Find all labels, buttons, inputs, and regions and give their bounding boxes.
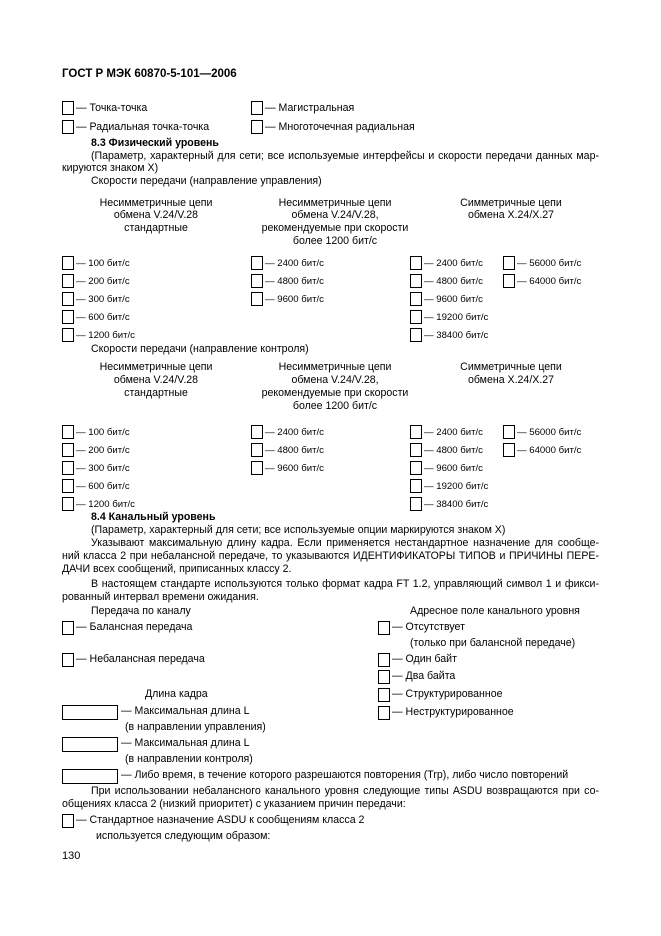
checkbox-rate-200[interactable] [62, 274, 74, 288]
checkbox-rate-9600-bal[interactable] [410, 292, 422, 306]
label-standard-assignment: — Стандартное назначение ASDU к сообщениям класса 2 [76, 814, 365, 826]
checkbox-address-absent[interactable] [378, 621, 390, 635]
col2-header2-line4: более 1200 бит/с [292, 400, 378, 412]
label-mon-rate-56000: — 56000 бит/с [517, 427, 582, 438]
checkbox-mon-rate-38400-bal[interactable] [410, 497, 422, 511]
label-mon-rate-100: — 100 бит/с [76, 427, 130, 438]
label-point-to-point: — Точка-точка [76, 102, 148, 114]
link-para1-line1: Указывают максимальную длину кадра. Если применяется нестандартное назначение для сообще- [91, 537, 599, 549]
col1-header2-line3: стандартные [124, 387, 188, 399]
checkbox-mon-rate-19200-bal[interactable] [410, 479, 422, 493]
label-mon-rate-4800-bal: — 4800 бит/с [424, 445, 483, 456]
link-para2-line2: рованный интервал времени ожидания. [62, 591, 259, 603]
label-rate-9600-unbal: — 9600 бит/с [265, 294, 324, 305]
checkbox-multipoint-radial[interactable] [251, 120, 263, 134]
col3-header2-line2: обмена X.24/X.27 [467, 374, 555, 386]
checkbox-mon-rate-2400-bal[interactable] [410, 425, 422, 439]
col1-header2-line2: обмена V.24/V.28 [113, 374, 199, 386]
label-rate-600: — 600 бит/с [76, 312, 130, 323]
input-max-length-monitor[interactable] [62, 737, 118, 752]
checkbox-standard-assignment[interactable] [62, 814, 74, 828]
address-absent-note: (только при балансной передаче) [410, 637, 576, 649]
checkbox-mon-rate-600[interactable] [62, 479, 74, 493]
checkbox-point-to-point[interactable] [62, 101, 74, 115]
col1-header-line2: обмена V.24/V.28 [113, 209, 199, 221]
checkbox-balanced[interactable] [62, 621, 74, 635]
col1-header-line1: Несимметричные цепи [99, 197, 213, 209]
label-address-structured: — Структурированное [392, 688, 503, 700]
link-para1-line3: ДАЧИ всех сообщений, приписанных классу 2. [62, 563, 292, 575]
link-para3-line1: При использовании небалансного канального уровня следующие типы ASDU возвращаются при со- [91, 785, 599, 797]
checkbox-mon-rate-300[interactable] [62, 461, 74, 475]
label-rate-2400-unbal: — 2400 бит/с [265, 258, 324, 269]
label-repeat-time-or-count: — Либо время, в течение которого разрешаются повторения (Trp), либо число повторений [121, 769, 569, 781]
label-rate-1200: — 1200 бит/с [76, 330, 135, 341]
label-unbalanced: — Небалансная передача [76, 653, 205, 665]
label-mon-rate-38400-bal: — 38400 бит/с [424, 499, 489, 510]
checkbox-rate-64000[interactable] [503, 274, 515, 288]
input-repeat-time-or-count[interactable] [62, 769, 118, 784]
frame-length-label: Длина кадра [145, 688, 208, 700]
checkbox-mon-rate-4800-bal[interactable] [410, 443, 422, 457]
col2-header2-line3: рекомендуемые при скорости [261, 387, 409, 399]
checkbox-address-one-byte[interactable] [378, 653, 390, 667]
label-max-length-monitor: — Максимальная длина L [121, 737, 250, 749]
transmission-label: Передача по каналу [91, 605, 191, 617]
label-mon-rate-2400-unbal: — 2400 бит/с [265, 427, 324, 438]
col2-header-line4: более 1200 бит/с [292, 235, 378, 247]
label-mon-rate-64000: — 64000 бит/с [517, 445, 582, 456]
label-rate-2400-bal: — 2400 бит/с [424, 258, 483, 269]
col2-header-line1: Несимметричные цепи [278, 197, 392, 209]
checkbox-rate-600[interactable] [62, 310, 74, 324]
physical-note-line2: кируются знаком Х) [62, 162, 159, 174]
label-rate-200: — 200 бит/с [76, 276, 130, 287]
document-header: ГОСТ Р МЭК 60870-5-101—2006 [62, 68, 237, 80]
section-heading-link-layer: 8.4 Канальный уровень [91, 511, 216, 523]
col2-header2-line1: Несимметричные цепи [278, 361, 392, 373]
label-rate-300: — 300 бит/с [76, 294, 130, 305]
note-max-length-control: (в направлении управления) [125, 721, 266, 733]
label-multipoint-radial: — Многоточечная радиальная [265, 121, 415, 133]
checkbox-rate-9600-unbal[interactable] [251, 292, 263, 306]
link-para3-line2: общениях класса 2 (низкий приоритет) с указанием причин передачи: [62, 798, 406, 810]
label-balanced: — Балансная передача [76, 621, 193, 633]
checkbox-backbone[interactable] [251, 101, 263, 115]
checkbox-rate-300[interactable] [62, 292, 74, 306]
col1-header2-line1: Несимметричные цепи [99, 361, 213, 373]
label-address-absent: — Отсутствует [392, 621, 465, 633]
label-mon-rate-600: — 600 бит/с [76, 481, 130, 492]
control-direction-heading: Скорости передачи (направление управления) [91, 175, 322, 187]
checkbox-mon-rate-9600-unbal[interactable] [251, 461, 263, 475]
label-used-as-follows: используется следующим образом: [96, 830, 271, 842]
checkbox-rate-2400-bal[interactable] [410, 256, 422, 270]
label-address-one-byte: — Один байт [392, 653, 457, 665]
label-mon-rate-300: — 300 бит/с [76, 463, 130, 474]
checkbox-rate-38400-bal[interactable] [410, 328, 422, 342]
col1-header-line3: стандартные [124, 222, 188, 234]
checkbox-address-structured[interactable] [378, 688, 390, 702]
label-backbone: — Магистральная [265, 102, 355, 114]
label-mon-rate-2400-bal: — 2400 бит/с [424, 427, 483, 438]
checkbox-rate-2400-unbal[interactable] [251, 256, 263, 270]
link-para1-line2: ний класса 2 при небалансной передаче, то указываются ИДЕНТИФИКАТОРЫ ТИПОВ и ПРИЧИНЫ ПЕРЕ- [62, 550, 599, 562]
link-para2-line1: В настоящем стандарте используются только формат кадра FT 1.2, управляющий символ 1 и фикси- [91, 578, 599, 590]
checkbox-address-two-bytes[interactable] [378, 670, 390, 684]
label-mon-rate-1200: — 1200 бит/с [76, 499, 135, 510]
label-mon-rate-9600-unbal: — 9600 бит/с [265, 463, 324, 474]
checkbox-rate-4800-unbal[interactable] [251, 274, 263, 288]
page-number: 130 [62, 850, 81, 862]
checkbox-rate-4800-bal[interactable] [410, 274, 422, 288]
checkbox-rate-100[interactable] [62, 256, 74, 270]
label-address-unstructured: — Неструктурированное [392, 706, 514, 718]
col2-header-line2: обмена V.24/V.28, [291, 209, 379, 221]
checkbox-radial-point-to-point[interactable] [62, 120, 74, 134]
label-max-length-control: — Максимальная длина L [121, 705, 250, 717]
checkbox-address-unstructured[interactable] [378, 706, 390, 720]
checkbox-mon-rate-2400-unbal[interactable] [251, 425, 263, 439]
checkbox-rate-56000[interactable] [503, 256, 515, 270]
label-rate-100: — 100 бит/с [76, 258, 130, 269]
label-rate-9600-bal: — 9600 бит/с [424, 294, 483, 305]
checkbox-mon-rate-9600-bal[interactable] [410, 461, 422, 475]
label-rate-4800-bal: — 4800 бит/с [424, 276, 483, 287]
checkbox-mon-rate-64000[interactable] [503, 443, 515, 457]
label-rate-38400-bal: — 38400 бит/с [424, 330, 489, 341]
label-mon-rate-200: — 200 бит/с [76, 445, 130, 456]
checkbox-mon-rate-100[interactable] [62, 425, 74, 439]
monitor-direction-heading: Скорости передачи (направление контроля) [91, 343, 309, 355]
col3-header-line2: обмена X.24/X.27 [467, 209, 555, 221]
col2-header2-line2: обмена V.24/V.28, [291, 374, 379, 386]
label-rate-4800-unbal: — 4800 бит/с [265, 276, 324, 287]
label-mon-rate-4800-unbal: — 4800 бит/с [265, 445, 324, 456]
label-address-two-bytes: — Два байта [392, 670, 456, 682]
link-note: (Параметр, характерный для сети; все используемые опции маркируются знаком Х) [91, 524, 506, 536]
label-rate-56000: — 56000 бит/с [517, 258, 582, 269]
col3-header2-line1: Симметричные цепи [460, 361, 562, 373]
label-rate-19200-bal: — 19200 бит/с [424, 312, 489, 323]
label-mon-rate-19200-bal: — 19200 бит/с [424, 481, 489, 492]
checkbox-rate-19200-bal[interactable] [410, 310, 422, 324]
col3-header-line1: Симметричные цепи [460, 197, 562, 209]
checkbox-mon-rate-200[interactable] [62, 443, 74, 457]
checkbox-mon-rate-4800-unbal[interactable] [251, 443, 263, 457]
physical-note-line1: (Параметр, характерный для сети; все используемые интерфейсы и скорости передачи данных мар- [91, 150, 599, 162]
checkbox-mon-rate-1200[interactable] [62, 497, 74, 511]
label-radial-point-to-point: — Радиальная точка-точка [76, 121, 210, 133]
label-mon-rate-9600-bal: — 9600 бит/с [424, 463, 483, 474]
section-heading-physical-layer: 8.3 Физический уровень [91, 137, 219, 149]
col2-header-line3: рекомендуемые при скорости [261, 222, 409, 234]
address-field-label: Адресное поле канального уровня [410, 605, 580, 617]
checkbox-rate-1200[interactable] [62, 328, 74, 342]
note-max-length-monitor: (в направлении контроля) [125, 753, 253, 765]
label-rate-64000: — 64000 бит/с [517, 276, 582, 287]
input-max-length-control[interactable] [62, 705, 118, 720]
checkbox-mon-rate-56000[interactable] [503, 425, 515, 439]
checkbox-unbalanced[interactable] [62, 653, 74, 667]
